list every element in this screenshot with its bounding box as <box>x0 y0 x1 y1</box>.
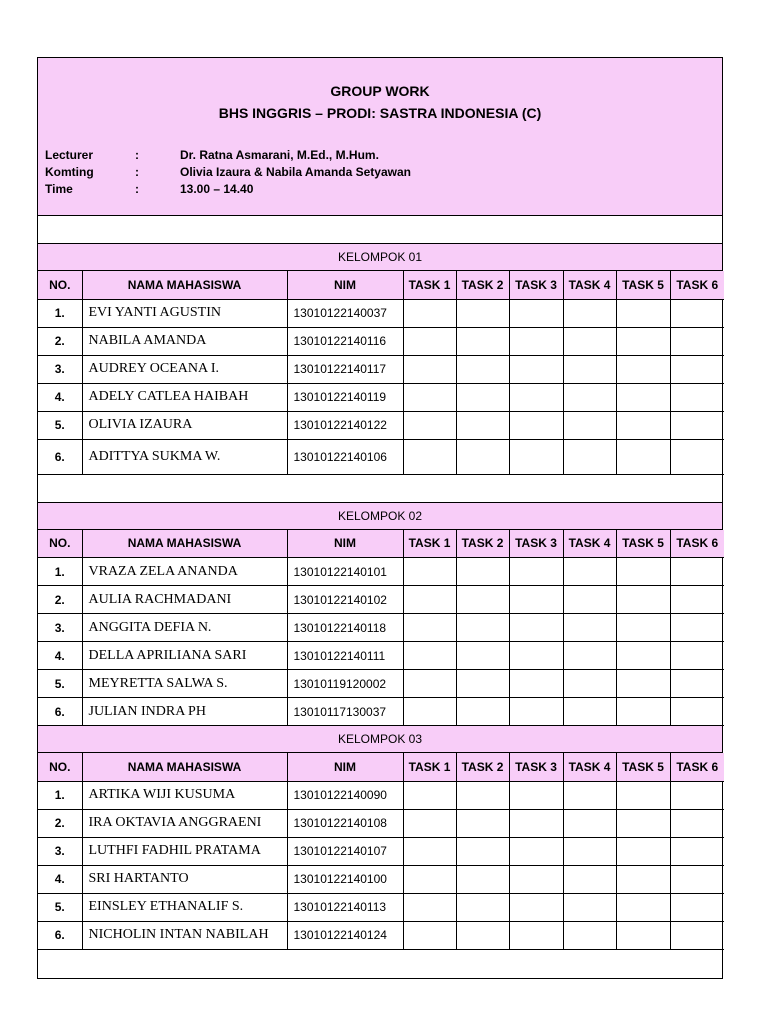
column-header: TASK 3 <box>509 530 563 558</box>
cell-no: 1. <box>38 781 82 809</box>
task-3-cell[interactable] <box>509 837 563 865</box>
task-3-cell[interactable] <box>509 383 563 411</box>
task-4-cell[interactable] <box>563 893 616 921</box>
table-row <box>38 586 724 614</box>
column-header: TASK 5 <box>616 271 670 299</box>
table-row <box>38 865 724 893</box>
task-3-cell[interactable] <box>509 439 563 474</box>
cell-nim: 13010122140100 <box>287 865 403 893</box>
task-3-cell[interactable] <box>509 921 563 949</box>
info-komting <box>45 164 411 181</box>
cell-nim: 13010122140116 <box>287 327 403 355</box>
task-2-cell[interactable] <box>456 586 509 614</box>
task-2-cell[interactable] <box>456 642 509 670</box>
task-1-cell[interactable] <box>403 781 456 809</box>
task-2-cell[interactable] <box>456 893 509 921</box>
cell-no: 6. <box>38 921 82 949</box>
task-5-cell[interactable] <box>616 809 670 837</box>
table-row <box>38 411 724 439</box>
task-4-cell[interactable] <box>563 558 616 586</box>
cell-nim: 13010122140119 <box>287 383 403 411</box>
column-header: TASK 6 <box>670 753 724 781</box>
task-1-cell[interactable] <box>403 586 456 614</box>
cell-no: 2. <box>38 327 82 355</box>
group-title: KELOMPOK 03 <box>38 726 722 753</box>
task-4-cell[interactable] <box>563 411 616 439</box>
group-table <box>38 530 724 727</box>
column-header: TASK 6 <box>670 271 724 299</box>
task-3-cell[interactable] <box>509 299 563 327</box>
spacer-row <box>38 216 722 244</box>
cell-nim: 13010117130037 <box>287 698 403 726</box>
cell-name: EVI YANTI AGUSTIN <box>82 299 287 327</box>
table-row <box>38 698 724 726</box>
task-3-cell[interactable] <box>509 355 563 383</box>
column-header: TASK 4 <box>563 530 616 558</box>
task-6-cell[interactable] <box>670 670 724 698</box>
cell-no: 4. <box>38 383 82 411</box>
task-4-cell[interactable] <box>563 781 616 809</box>
column-header: NAMA MAHASISWA <box>82 753 287 781</box>
cell-no: 6. <box>38 439 82 474</box>
cell-nim: 13010122140101 <box>287 558 403 586</box>
task-5-cell[interactable] <box>616 698 670 726</box>
cell-name: AUDREY OCEANA I. <box>82 355 287 383</box>
table-row <box>38 355 724 383</box>
cell-nim: 13010122140113 <box>287 893 403 921</box>
task-4-cell[interactable] <box>563 586 616 614</box>
cell-no: 5. <box>38 893 82 921</box>
table-row <box>38 893 724 921</box>
task-4-cell[interactable] <box>563 327 616 355</box>
table-row <box>38 327 724 355</box>
cell-nim: 13010122140124 <box>287 921 403 949</box>
page-title: GROUP WORK <box>330 83 430 99</box>
task-2-cell[interactable] <box>456 439 509 474</box>
cell-name: LUTHFI FADHIL PRATAMA <box>82 837 287 865</box>
task-6-cell[interactable] <box>670 586 724 614</box>
cell-name: JULIAN INDRA PH <box>82 698 287 726</box>
cell-name: ANGGITA DEFIA N. <box>82 614 287 642</box>
cell-nim: 13010119120002 <box>287 670 403 698</box>
task-6-cell[interactable] <box>670 327 724 355</box>
cell-no: 5. <box>38 411 82 439</box>
task-6-cell[interactable] <box>670 921 724 949</box>
task-1-cell[interactable] <box>403 383 456 411</box>
task-1-cell[interactable] <box>403 865 456 893</box>
cell-no: 3. <box>38 614 82 642</box>
task-3-cell[interactable] <box>509 698 563 726</box>
table-row <box>38 614 724 642</box>
info-value: Olivia Izaura & Nabila Amanda Setyawan <box>180 165 411 179</box>
task-6-cell[interactable] <box>670 439 724 474</box>
task-1-cell[interactable] <box>403 921 456 949</box>
column-header: TASK 1 <box>403 271 456 299</box>
cell-no: 6. <box>38 698 82 726</box>
task-5-cell[interactable] <box>616 383 670 411</box>
task-2-cell[interactable] <box>456 327 509 355</box>
cell-name: NICHOLIN INTAN NABILAH <box>82 921 287 949</box>
column-header: TASK 1 <box>403 753 456 781</box>
task-1-cell[interactable] <box>403 642 456 670</box>
task-6-cell[interactable] <box>670 781 724 809</box>
column-header: TASK 6 <box>670 530 724 558</box>
task-2-cell[interactable] <box>456 299 509 327</box>
task-6-cell[interactable] <box>670 383 724 411</box>
task-3-cell[interactable] <box>509 809 563 837</box>
task-5-cell[interactable] <box>616 893 670 921</box>
task-6-cell[interactable] <box>670 642 724 670</box>
task-5-cell[interactable] <box>616 670 670 698</box>
info-lecturer <box>45 147 411 164</box>
task-5-cell[interactable] <box>616 837 670 865</box>
task-6-cell[interactable] <box>670 809 724 837</box>
task-5-cell[interactable] <box>616 327 670 355</box>
group-table <box>38 753 724 950</box>
table-row <box>38 921 724 949</box>
cell-nim: 13010122140090 <box>287 781 403 809</box>
task-5-cell[interactable] <box>616 642 670 670</box>
column-header: TASK 2 <box>456 753 509 781</box>
task-4-cell[interactable] <box>563 383 616 411</box>
table-row <box>38 781 724 809</box>
cell-name: OLIVIA IZAURA <box>82 411 287 439</box>
cell-no: 4. <box>38 865 82 893</box>
task-1-cell[interactable] <box>403 558 456 586</box>
task-4-cell[interactable] <box>563 355 616 383</box>
task-3-cell[interactable] <box>509 586 563 614</box>
group-title: KELOMPOK 02 <box>38 503 722 530</box>
task-2-cell[interactable] <box>456 355 509 383</box>
page-subtitle: BHS INGGRIS – PRODI: SASTRA INDONESIA (C) <box>218 105 542 121</box>
task-5-cell[interactable] <box>616 355 670 383</box>
task-3-cell[interactable] <box>509 781 563 809</box>
column-header: NIM <box>287 530 403 558</box>
task-3-cell[interactable] <box>509 670 563 698</box>
cell-name: DELLA APRILIANA SARI <box>82 642 287 670</box>
task-1-cell[interactable] <box>403 614 456 642</box>
column-header: TASK 4 <box>563 271 616 299</box>
task-1-cell[interactable] <box>403 837 456 865</box>
info-label: Time <box>45 182 73 196</box>
column-header: NAMA MAHASISWA <box>82 530 287 558</box>
table-header-row <box>38 271 724 299</box>
task-2-cell[interactable] <box>456 614 509 642</box>
task-3-cell[interactable] <box>509 865 563 893</box>
cell-nim: 13010122140107 <box>287 837 403 865</box>
cell-name: IRA OKTAVIA ANGGRAENI <box>82 809 287 837</box>
task-3-cell[interactable] <box>509 558 563 586</box>
task-2-cell[interactable] <box>456 698 509 726</box>
group-title: KELOMPOK 01 <box>38 244 722 271</box>
column-header: NO. <box>38 753 82 781</box>
task-3-cell[interactable] <box>509 411 563 439</box>
task-5-cell[interactable] <box>616 558 670 586</box>
task-2-cell[interactable] <box>456 921 509 949</box>
cell-no: 3. <box>38 837 82 865</box>
cell-name: ADITTYA SUKMA W. <box>82 439 287 474</box>
task-1-cell[interactable] <box>403 299 456 327</box>
task-4-cell[interactable] <box>563 698 616 726</box>
task-2-cell[interactable] <box>456 383 509 411</box>
cell-name: ADELY CATLEA HAIBAH <box>82 383 287 411</box>
cell-nim: 13010122140117 <box>287 355 403 383</box>
sheet-header <box>38 58 722 216</box>
task-6-cell[interactable] <box>670 837 724 865</box>
task-6-cell[interactable] <box>670 411 724 439</box>
column-header: NO. <box>38 271 82 299</box>
column-header: TASK 4 <box>563 753 616 781</box>
groups-container <box>38 244 722 950</box>
column-header: TASK 3 <box>509 753 563 781</box>
task-5-cell[interactable] <box>616 299 670 327</box>
task-5-cell[interactable] <box>616 921 670 949</box>
table-row <box>38 809 724 837</box>
info-label: Komting <box>45 165 94 179</box>
task-2-cell[interactable] <box>456 837 509 865</box>
cell-no: 2. <box>38 809 82 837</box>
spacer-row <box>38 950 722 978</box>
task-6-cell[interactable] <box>670 299 724 327</box>
task-6-cell[interactable] <box>670 698 724 726</box>
table-row <box>38 558 724 586</box>
task-1-cell[interactable] <box>403 809 456 837</box>
task-1-cell[interactable] <box>403 698 456 726</box>
task-4-cell[interactable] <box>563 299 616 327</box>
cell-no: 5. <box>38 670 82 698</box>
column-header: TASK 2 <box>456 271 509 299</box>
cell-name: ARTIKA WIJI KUSUMA <box>82 781 287 809</box>
column-header: TASK 2 <box>456 530 509 558</box>
cell-nim: 13010122140111 <box>287 642 403 670</box>
table-row <box>38 670 724 698</box>
task-4-cell[interactable] <box>563 439 616 474</box>
task-4-cell[interactable] <box>563 614 616 642</box>
column-header: TASK 3 <box>509 271 563 299</box>
task-1-cell[interactable] <box>403 893 456 921</box>
column-header: NAMA MAHASISWA <box>82 271 287 299</box>
task-2-cell[interactable] <box>456 411 509 439</box>
task-6-cell[interactable] <box>670 558 724 586</box>
task-1-cell[interactable] <box>403 439 456 474</box>
column-header: NIM <box>287 271 403 299</box>
task-4-cell[interactable] <box>563 670 616 698</box>
group-work-sheet <box>37 57 723 979</box>
task-5-cell[interactable] <box>616 411 670 439</box>
info-time <box>45 181 411 198</box>
table-header-row <box>38 753 724 781</box>
cell-nim: 13010122140102 <box>287 586 403 614</box>
table-row <box>38 383 724 411</box>
task-4-cell[interactable] <box>563 642 616 670</box>
cell-nim: 13010122140037 <box>287 299 403 327</box>
info-value: Dr. Ratna Asmarani, M.Ed., M.Hum. <box>180 148 379 162</box>
cell-name: NABILA AMANDA <box>82 327 287 355</box>
task-5-cell[interactable] <box>616 614 670 642</box>
cell-name: EINSLEY ETHANALIF S. <box>82 893 287 921</box>
task-6-cell[interactable] <box>670 614 724 642</box>
task-6-cell[interactable] <box>670 355 724 383</box>
spacer-row <box>38 475 722 503</box>
group-table <box>38 271 724 475</box>
table-row <box>38 299 724 327</box>
task-4-cell[interactable] <box>563 865 616 893</box>
task-1-cell[interactable] <box>403 411 456 439</box>
cell-nim: 13010122140122 <box>287 411 403 439</box>
cell-no: 1. <box>38 299 82 327</box>
table-row <box>38 642 724 670</box>
info-colon: : <box>135 182 139 196</box>
task-1-cell[interactable] <box>403 355 456 383</box>
cell-name: AULIA RACHMADANI <box>82 586 287 614</box>
column-header: NIM <box>287 753 403 781</box>
task-1-cell[interactable] <box>403 327 456 355</box>
task-5-cell[interactable] <box>616 439 670 474</box>
task-4-cell[interactable] <box>563 809 616 837</box>
table-row <box>38 837 724 865</box>
cell-no: 4. <box>38 642 82 670</box>
task-2-cell[interactable] <box>456 809 509 837</box>
cell-nim: 13010122140118 <box>287 614 403 642</box>
task-5-cell[interactable] <box>616 865 670 893</box>
task-6-cell[interactable] <box>670 865 724 893</box>
info-colon: : <box>135 148 139 162</box>
info-colon: : <box>135 165 139 179</box>
cell-name: SRI HARTANTO <box>82 865 287 893</box>
course-info <box>45 147 411 198</box>
cell-name: MEYRETTA SALWA S. <box>82 670 287 698</box>
task-3-cell[interactable] <box>509 327 563 355</box>
task-4-cell[interactable] <box>563 921 616 949</box>
cell-no: 2. <box>38 586 82 614</box>
task-4-cell[interactable] <box>563 837 616 865</box>
column-header: TASK 5 <box>616 530 670 558</box>
task-2-cell[interactable] <box>456 865 509 893</box>
task-6-cell[interactable] <box>670 893 724 921</box>
task-2-cell[interactable] <box>456 781 509 809</box>
task-2-cell[interactable] <box>456 670 509 698</box>
task-3-cell[interactable] <box>509 893 563 921</box>
cell-nim: 13010122140108 <box>287 809 403 837</box>
task-2-cell[interactable] <box>456 558 509 586</box>
cell-no: 3. <box>38 355 82 383</box>
column-header: NO. <box>38 530 82 558</box>
info-value: 13.00 – 14.40 <box>180 182 254 196</box>
table-row <box>38 439 724 474</box>
task-5-cell[interactable] <box>616 781 670 809</box>
cell-no: 1. <box>38 558 82 586</box>
column-header: TASK 1 <box>403 530 456 558</box>
task-3-cell[interactable] <box>509 614 563 642</box>
column-header: TASK 5 <box>616 753 670 781</box>
task-1-cell[interactable] <box>403 670 456 698</box>
table-header-row <box>38 530 724 558</box>
info-label: Lecturer <box>45 148 94 162</box>
cell-nim: 13010122140106 <box>287 439 403 474</box>
cell-name: VRAZA ZELA ANANDA <box>82 558 287 586</box>
task-5-cell[interactable] <box>616 586 670 614</box>
task-3-cell[interactable] <box>509 642 563 670</box>
